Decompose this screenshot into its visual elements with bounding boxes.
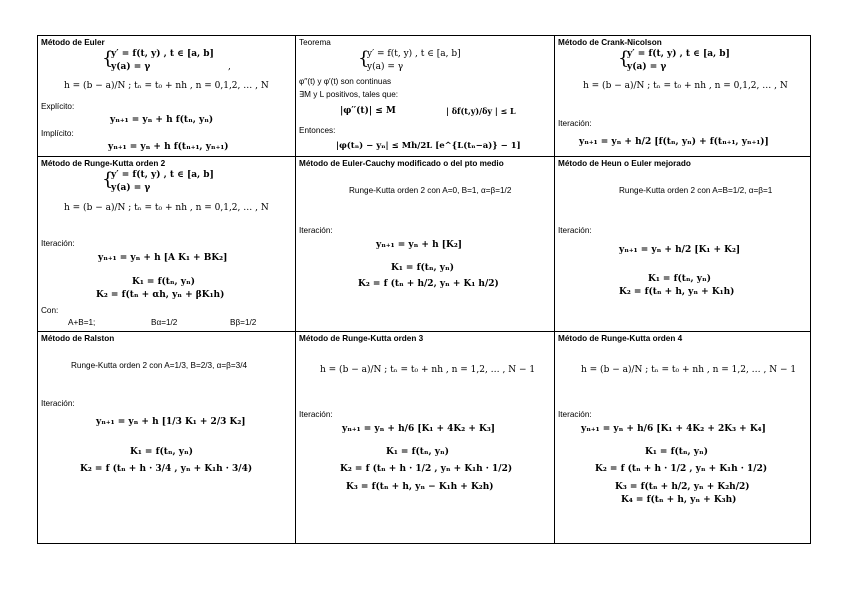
cell-title: Método de Ralston [41,334,115,343]
cell-title: Método de Runge-Kutta orden 3 [299,334,424,343]
step-definition: h = (b − a)/N ; tₙ = t₀ + nh , n = 1,2, … , N − 1 [320,365,536,375]
method-description: Runge-Kutta orden 2 con A=1/3, B=2/3, α=β=3/4 [71,361,248,370]
iteration-label: Iteración: [558,119,592,128]
step-definition: h = (b − a)/N ; tₙ = t₀ + nh , n = 0,1,2, … , N [64,81,269,91]
explicit-label: Explícito: [41,102,75,111]
bound-l: | δf(t,y)/δy | ≤ L [446,106,516,116]
iteration-formula: yₙ₊₁ = yₙ + h/2 [f(tₙ, yₙ) + f(tₙ₊₁, yₙ₊₁)] [579,137,769,147]
k2-formula: K₂ = f(tₙ + h, yₙ + K₁h) [619,287,735,297]
step-definition: h = (b − a)/N ; tₙ = t₀ + nh , n = 0,1,2, … , N [583,81,788,91]
ode-equation: y′ = f(t, y) , t ∈ [a, b] [111,49,214,59]
cell-runge-kutta-4 [555,332,812,543]
k1-formula: K₁ = f(tₙ, yₙ) [648,274,711,284]
condition-a-b: A+B=1; [68,318,96,327]
cell-heun [555,157,812,331]
system-brace: { [358,48,370,69]
iteration-formula: yₙ₊₁ = yₙ + h/6 [K₁ + 4K₂ + 2K₃ + K₄] [581,424,766,434]
method-description: Runge-Kutta orden 2 con A=0, B=1, α=β=1/2 [349,186,512,195]
method-description: Runge-Kutta orden 2 con A=B=1/2, α=β=1 [619,186,773,195]
cell-title: Método de Euler [41,38,105,47]
k2-formula: K₂ = f (tₙ + h · 1/2 , yₙ + K₁h · 1/2) [595,464,768,474]
cell-crank-nicolson [555,36,812,156]
initial-condition: y(a) = γ [367,62,404,72]
iteration-label: Iteración: [299,410,333,419]
iteration-label: Iteración: [41,399,75,408]
k2-formula: K₂ = f (tₙ + h/2, yₙ + K₁ h/2) [358,279,499,289]
k4-formula: K₄ = f(tₙ + h, yₙ + K₃h) [621,495,737,505]
cell-title: Teorema [299,38,331,47]
k1-formula: K₁ = f(tₙ, yₙ) [130,447,193,457]
ode-equation: y′ = f(t, y) , t ∈ [a, b] [367,49,461,59]
existence-condition: ∃M y L positivos, tales que: [299,90,399,99]
k2-formula: K₂ = f (tₙ + h · 1/2 , yₙ + K₁h · 1/2) [340,464,513,474]
iteration-formula: yₙ₊₁ = yₙ + h/6 [K₁ + 4K₂ + K₃] [342,424,496,434]
bound-m: |φ′′(t)| ≤ M [340,106,396,116]
iteration-label: Iteración: [558,226,592,235]
k1-formula: K₁ = f(tₙ, yₙ) [132,277,195,287]
cell-title: Método de Heun o Euler mejorado [558,159,691,168]
then-label: Entonces: [299,126,336,135]
error-bound: |φ(tₙ) − yₙ| ≤ Mh/2L [e^{L(tₙ−a)} − 1] [336,141,521,151]
iteration-formula: yₙ₊₁ = yₙ + h [K₂] [376,240,463,250]
implicit-formula: yₙ₊₁ = yₙ + h f(tₙ₊₁, yₙ₊₁) [108,142,229,152]
cell-title: Método de Euler-Cauchy modificado o del pto medio [299,159,504,168]
ode-equation: y′ = f(t, y) , t ∈ [a, b] [627,49,730,59]
iteration-formula: yₙ₊₁ = yₙ + h [1/3 K₁ + 2/3 K₂] [96,417,246,427]
cell-euler-cauchy [296,157,554,331]
explicit-formula: yₙ₊₁ = yₙ + h f(tₙ, yₙ) [110,115,214,125]
system-brace: { [102,48,114,69]
iteration-formula: yₙ₊₁ = yₙ + h/2 [K₁ + K₂] [619,245,741,255]
k3-formula: K₃ = f(tₙ + h, yₙ − K₁h + K₂h) [346,482,494,492]
k2-formula: K₂ = f (tₙ + h · 3/4 , yₙ + K₁h · 3/4) [80,464,253,474]
cell-title: Método de Runge-Kutta orden 2 [41,159,166,168]
cell-euler [38,36,295,156]
iteration-label: Iteración: [299,226,333,235]
cell-title: Método de Crank-Nicolson [558,38,662,47]
implicit-label: Implícito: [41,129,74,138]
k2-formula: K₂ = f(tₙ + αh, yₙ + βK₁h) [96,290,225,300]
cell-title: Método de Runge-Kutta orden 4 [558,334,683,343]
step-definition: h = (b − a)/N ; tₙ = t₀ + nh , n = 1,2, … , N − 1 [581,365,797,375]
cell-runge-kutta-3 [296,332,554,543]
formula-table [37,35,811,544]
initial-condition: y(a) = γ [111,183,151,193]
system-brace: { [618,48,630,69]
system-brace: { [102,169,114,190]
comma: , [228,62,231,72]
k1-formula: K₁ = f(tₙ, yₙ) [645,447,708,457]
iteration-label: Iteración: [558,410,592,419]
k1-formula: K₁ = f(tₙ, yₙ) [386,447,449,457]
k3-formula: K₃ = f(tₙ + h/2, yₙ + K₂h/2) [615,482,750,492]
ode-equation: y′ = f(t, y) , t ∈ [a, b] [111,170,214,180]
cell-runge-kutta-2 [38,157,295,331]
condition-b-alpha: Bα=1/2 [151,318,178,327]
iteration-formula: yₙ₊₁ = yₙ + h [A K₁ + BK₂] [98,253,228,263]
initial-condition: y(a) = γ [111,62,151,72]
cell-ralston [38,332,295,543]
cell-theorem [296,36,554,156]
initial-condition: y(a) = γ [627,62,667,72]
condition-b-beta: Bβ=1/2 [230,318,257,327]
continuity-condition: φ′′(t) y φ′(t) son continuas [299,77,392,86]
step-definition: h = (b − a)/N ; tₙ = t₀ + nh , n = 0,1,2, … , N [64,203,269,213]
iteration-label: Iteración: [41,239,75,248]
conditions-label: Con: [41,306,59,315]
k1-formula: K₁ = f(tₙ, yₙ) [391,263,454,273]
